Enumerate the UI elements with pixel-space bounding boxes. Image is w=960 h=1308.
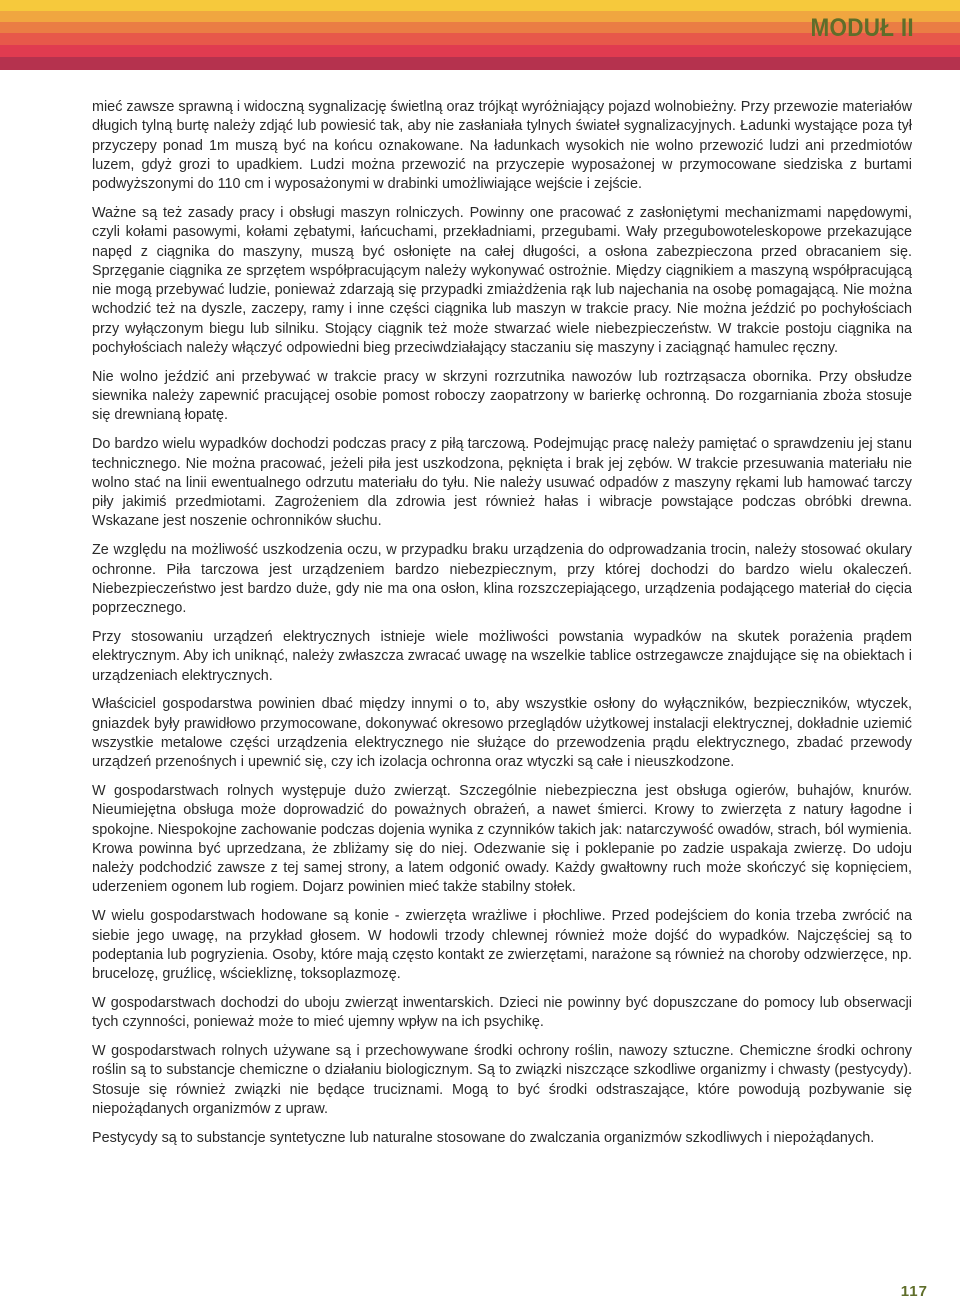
header-band-1 xyxy=(0,0,960,11)
module-title: MODUŁ II xyxy=(810,14,914,42)
paragraph-3: Nie wolno jeździć ani przebywać w trakcie pracy w skrzyni rozrzutnika nawozów lub roztrząsacza obornika. Przy obsłudze siewnika należy zapewnić pracującej osobie pomost roboczy zaopatrzony w barierkę ochronną. Do rozgarniania zboża stosuje się drewnianą łopatę. xyxy=(92,368,912,424)
paragraph-4: Do bardzo wielu wypadków dochodzi podczas pracy z piłą tarczową. Podejmując pracę należy pamiętać o sprawdzeniu jej stanu technicznego. Nie można pracować, jeżeli piła jest uszkodzona, pęknięta i brak jej zębów. W trakcie przesuwania materiału nie wolno stać na linii ewentualnego odrzutu materiału do tyłu. Nie należy usuwać odpadów z maszyny rękami lub hamować tarczy piły jakimiś przedmiotami. Zagrożeniem dla zdrowia jest również hałas i wibracje powstające podczas obróbki drewna. Wskazane jest noszenie ochronników słuchu. xyxy=(92,436,912,530)
paragraph-7: Właściciel gospodarstwa powinien dbać między innymi o to, aby wszystkie osłony do wyłączników, bezpieczników, wtyczek, gniazdek były prawidłowo przymocowane, dokonywać okresowo przeglądów użytkowej instalacji elektrycznej, dokładnie uziemić wszystkie metalowe części urządzenia elektrycznego nie służące do przewodzenia prądu elektrycznego, zbadać przewody urządzeń przenośnych i upewnić się, czy ich izolacja ochronna oraz wtyczki są całe i nieuszkodzone. xyxy=(92,696,912,771)
header-band-5 xyxy=(0,45,960,57)
paragraph-12: Pestycydy są to substancje syntetyczne lub naturalne stosowane do zwalczania organizmów szkodliwych i niepożądanych. xyxy=(92,1129,875,1146)
paragraph-2: Ważne są też zasady pracy i obsługi maszyn rolniczych. Powinny one pracować z zasłoniętymi mechanizmami napędowymi, czyli kołami pasowymi, kołami zębatymi, łańcuchami, przekładniami, przegubami. Wały przegubowoteleskopowe przekazujące napęd z ciągnika do maszyny, muszą być osłonięte na całej długości, a osłona zabezpieczona przed obracaniem się. Sprzęganie ciągnika ze sprzętem współpracującym należy wykonywać ostrożnie. Między ciągnikiem a maszyną współpracującą nie mogą przebywać ludzie, ponieważ zdarzają się przypadki zmiażdżenia rąk lub najechania na osobę pomagającą. Nie można wchodzić też na dyszle, zaczepy, ramy i inne części ciągnika lub maszyn w trakcie pracy. Nie można jeździć po pochyłościach przy wyłączonym biegu lub silniku. Stojący ciągnik też może stwarzać wiele niebezpieczeństw. W trakcie postoju ciągnika na pochyłościach należy włączyć odpowiedni bieg przeciwdziałający staczaniu się maszyny i zaciągnąć hamulec ręczny. xyxy=(92,204,912,357)
header-band-6 xyxy=(0,57,960,70)
paragraph-10: W gospodarstwach dochodzi do uboju zwierząt inwentarskich. Dzieci nie powinny być dopuszczane do pomocy lub obserwacji tych czynności, ponieważ może to mieć ujemny wpływ na ich psychikę. xyxy=(92,994,912,1031)
paragraph-11: W gospodarstwach rolnych używane są i przechowywane środki ochrony roślin, nawozy sztuczne. Chemiczne środki ochrony roślin są to substancje chemiczne o działaniu biologicznym. Są to związki niszczące szkodliwe organizmy i chwasty (pestycydy). Stosuje się również związki nie będące truciznami. Mogą to być środki odstraszające, które powodują pozbywanie się niepożądanych organizmów z upraw. xyxy=(92,1043,912,1117)
paragraph-6: Przy stosowaniu urządzeń elektrycznych istnieje wiele możliwości powstania wypadków na skutek porażenia prądem elektrycznym. Aby ich uniknąć, należy zwłaszcza zwracać uwagę na wszelkie tablice ostrzegawcze znajdujące się na obiektach i urządzeniach elektrycznych. xyxy=(92,628,912,684)
page-number: 117 xyxy=(900,1283,928,1300)
paragraph-1: mieć zawsze sprawną i widoczną sygnalizację świetlną oraz trójkąt wyróżniający pojazd wolnobieżny. Przy przewozie materiałów długich tylną burtę należy zdjąć lub powiesić tak, aby nie zasłaniała tylnych świateł sygnalizacyjnych. Ładunki wystające poza tył przyczepy ponad 1m muszą być na końcu oznakowane. Na ładunkach wysokich nie wolno przewozić ludzi ani przedmiotów luzem, gdyż grozi to upadkiem. Ludzi można przewozić na przyczepie wyposażonej w przymocowane siedziska z burtami podwyższonymi do 110 cm i wyposażonymi w drabinki umożliwiające wejście i zejście. xyxy=(92,99,912,193)
body-text xyxy=(92,98,912,1158)
paragraph-5: Ze względu na możliwość uszkodzenia oczu, w przypadku braku urządzenia do odprowadzania trocin, należy stosować okulary ochronne. Piła tarczowa jest urządzeniem bardzo niebezpiecznym, przy której dochodzi do bardzo wielu okaleczeń. Niebezpieczeństwo jest bardzo duże, gdy nie ma ona osłon, klina rozszczepiającego, urządzenia podającego materiał do cięcia poprzecznego. xyxy=(92,542,912,617)
paragraph-8: W gospodarstwach rolnych występuje dużo zwierząt. Szczególnie niebezpieczna jest obsługa ogierów, buhajów, knurów. Nieumiejętna obsługa może doprowadzić do poważnych obrażeń, a nawet śmierci. Krowy to zwierzęta z natury łagodne i spokojne. Niespokojne zachowanie podczas dojenia wynika z czynników takich jak: natarczywość owadów, strach, ból wymienia. Krowa powinna być uprzedzana, że zbliżamy się do niej. Odezwanie się i poklepanie po zadzie uspakaja zwierzę. Do udoju należy podchodzić zawsze z tej samej strony, a latem odgonić owady. Każdy gwałtowny ruch może skończyć się kopnięciem, uderzeniem ogonem lub rogiem. Dojarz powinien mieć także stabilny stołek. xyxy=(92,783,912,896)
paragraph-9: W wielu gospodarstwach hodowane są konie - zwierzęta wrażliwe i płochliwe. Przed podejściem do konia trzeba zwrócić na siebie jego uwagę, na przykład głosem. W hodowli trzody chlewnej również może dojść do wypadków. Najczęściej są to podeptania lub pogryzienia. Osoby, które mają często kontakt ze zwierzętami, narażone są również na choroby odzwierzęce, np. brucelozę, gruźlicę, wściekliznę, toksoplazmozę. xyxy=(92,908,912,983)
